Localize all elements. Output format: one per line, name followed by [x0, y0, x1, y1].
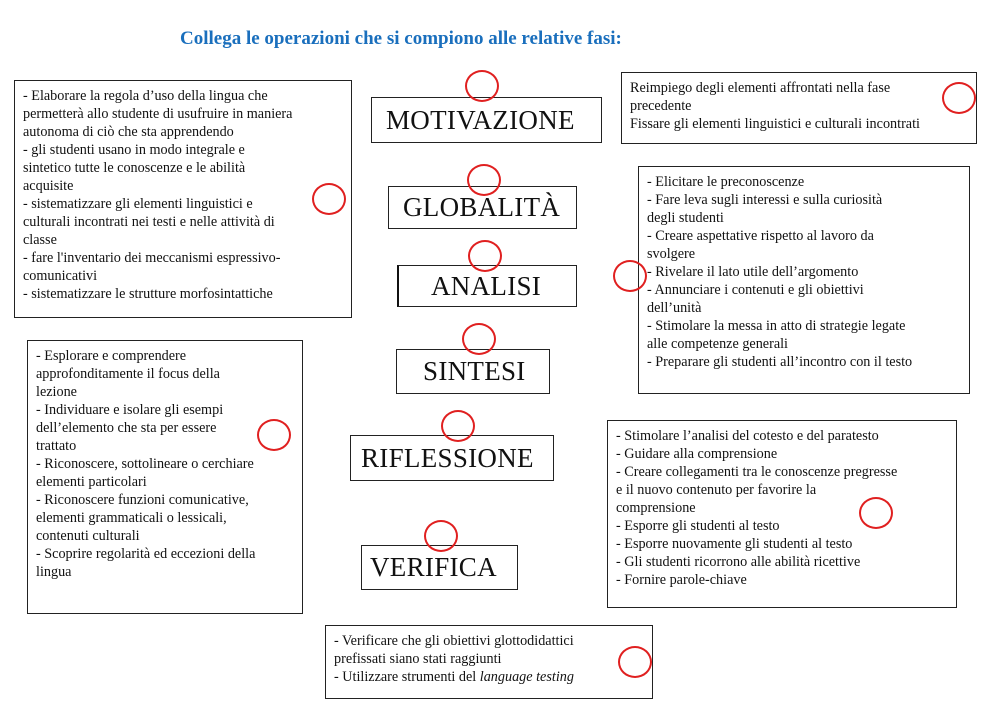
connection-circle-sintesi[interactable]: [462, 323, 496, 355]
box-line: Fissare gli elementi linguistici e culturali incontrati: [630, 116, 920, 132]
box-line: svolgere: [647, 246, 696, 262]
phase-globalita[interactable]: GLOBALITÀ: [388, 186, 577, 229]
box-line: degli studenti: [647, 210, 724, 226]
box-line: - fare l'inventario dei meccanismi espressivo-: [23, 250, 281, 266]
phase-motivazione[interactable]: MOTIVAZIONE: [371, 97, 602, 143]
box-line-italic: language testing: [479, 669, 574, 685]
connection-circle-globalita[interactable]: [467, 164, 501, 196]
box-line: autonoma di ciò che sta apprendendo: [23, 124, 234, 140]
box-line: - Gli studenti ricorrono alle abilità ricettive: [616, 554, 861, 570]
phase-verifica[interactable]: VERIFICA: [361, 545, 518, 590]
connection-circle-analisi[interactable]: [468, 240, 502, 272]
box-line: alle competenze generali: [647, 336, 789, 352]
box-line: approfonditamente il focus della: [36, 366, 220, 382]
box-line: - Preparare gli studenti all’incontro con il testo: [647, 354, 913, 370]
connection-circle-verifica[interactable]: [424, 520, 458, 552]
box-line: lingua: [36, 564, 72, 580]
box-line: comprensione: [616, 500, 696, 516]
box-line: [334, 668, 644, 686]
box-line: sintetico tutte le conoscenze e le abilità: [23, 160, 246, 176]
box-line: - Elicitare le preconoscenze: [647, 174, 805, 190]
box-line: - Scoprire regolarità ed eccezioni della: [36, 546, 256, 562]
connection-circle-right-middle[interactable]: [613, 260, 647, 292]
box-line: precedente: [630, 98, 692, 114]
description-box-right-bottom: [607, 420, 957, 608]
box-line: - Fornire parole-chiave: [616, 572, 747, 588]
box-line: - gli studenti usano in modo integrale e: [23, 142, 245, 158]
box-line: permetterà allo studente di usufruire in maniera: [23, 106, 293, 122]
box-line: - Elaborare la regola d’uso della lingua che: [23, 88, 268, 104]
box-line: - Individuare e isolare gli esempi: [36, 402, 224, 418]
box-line: prefissati siano stati raggiunti: [334, 651, 502, 667]
box-line: - Verificare che gli obiettivi glottodidattici: [334, 633, 574, 649]
box-line: - Riconoscere, sottolineare o cerchiare: [36, 456, 254, 472]
connection-circle-bottom[interactable]: [618, 646, 652, 678]
box-line-text: - Utilizzare strumenti del: [334, 669, 480, 685]
box-line: - Esplorare e comprendere: [36, 348, 187, 364]
page-title: Collega le operazioni che si compiono alle relative fasi:: [180, 28, 622, 49]
connection-circle-right-bottom[interactable]: [859, 497, 893, 529]
connection-circle-left-bottom[interactable]: [257, 419, 291, 451]
phase-riflessione[interactable]: RIFLESSIONE: [350, 435, 554, 481]
connection-circle-left-top[interactable]: [312, 183, 346, 215]
box-line: lezione: [36, 384, 77, 400]
box-line: elementi particolari: [36, 474, 147, 490]
box-line: - Stimolare l’analisi del cotesto e del paratesto: [616, 428, 879, 444]
box-line: - Annunciare i contenuti e gli obiettivi: [647, 282, 864, 298]
box-line: - sistematizzare gli elementi linguistici e: [23, 196, 253, 212]
box-line: contenuti culturali: [36, 528, 140, 544]
box-line: - Fare leva sugli interessi e sulla curiosità: [647, 192, 883, 208]
description-box-left-top: [14, 80, 352, 318]
box-line: - Rivelare il lato utile dell’argomento: [647, 264, 859, 280]
box-line: culturali incontrati nei testi e nelle attività di: [23, 214, 275, 230]
connection-circle-motivazione[interactable]: [465, 70, 499, 102]
box-line: - Esporre nuovamente gli studenti al testo: [616, 536, 853, 552]
box-line: acquisite: [23, 178, 74, 194]
box-line: classe: [23, 232, 57, 248]
box-line: - Creare aspettative rispetto al lavoro da: [647, 228, 874, 244]
box-line: elementi grammaticali o lessicali,: [36, 510, 227, 526]
box-line: - Creare collegamenti tra le conoscenze pregresse: [616, 464, 898, 480]
connection-circle-riflessione[interactable]: [441, 410, 475, 442]
box-line: dell’unità: [647, 300, 702, 316]
connection-circle-right-top[interactable]: [942, 82, 976, 114]
description-box-right-middle: [638, 166, 970, 394]
box-line: - sistematizzare le strutture morfosintattiche: [23, 286, 273, 302]
box-line: - Riconoscere funzioni comunicative,: [36, 492, 249, 508]
box-line: trattato: [36, 438, 77, 454]
box-line: comunicativi: [23, 268, 98, 284]
phase-analisi[interactable]: ANALISI: [397, 265, 577, 307]
description-box-right-top: [621, 72, 977, 144]
box-line: - Stimolare la messa in atto di strategie legate: [647, 318, 906, 334]
box-line: - Guidare alla comprensione: [616, 446, 778, 462]
box-line: Reimpiego degli elementi affrontati nella fase: [630, 80, 891, 96]
description-box-left-bottom: [27, 340, 303, 614]
phase-sintesi[interactable]: SINTESI: [396, 349, 550, 394]
description-box-bottom: [325, 625, 653, 699]
box-line: dell’elemento che sta per essere: [36, 420, 217, 436]
box-line: e il nuovo contenuto per favorire la: [616, 482, 817, 498]
box-line: - Esporre gli studenti al testo: [616, 518, 780, 534]
